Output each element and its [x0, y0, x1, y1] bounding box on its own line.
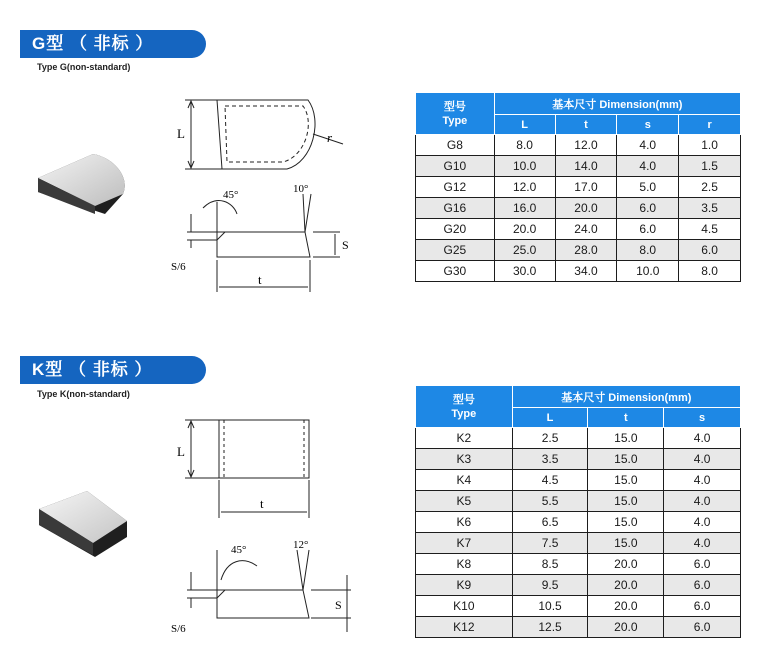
g-section-subtitle: Type G(non-standard)	[37, 62, 131, 72]
table-cell-value: 2.5	[679, 177, 741, 198]
table-cell-value: 4.0	[664, 470, 741, 491]
table-cell-value: 28.0	[555, 240, 617, 261]
g-drawing-label-t: t	[258, 272, 262, 287]
g-table-body	[416, 135, 741, 282]
table-cell-value: 4.0	[664, 533, 741, 554]
table-cell-value: 5.5	[512, 491, 588, 512]
table-cell-value: 4.0	[664, 512, 741, 533]
table-cell-value: 24.0	[555, 219, 617, 240]
g-drawing-chamfer: S/6	[171, 261, 186, 273]
table-cell-value: 10.0	[494, 156, 555, 177]
k-table-col-header: L	[512, 408, 588, 428]
table-cell-value: 14.0	[555, 156, 617, 177]
table-cell-value: 20.0	[588, 554, 664, 575]
g-table-col-header: t	[555, 115, 617, 135]
k-table-model-cn: 型号	[452, 393, 475, 406]
table-cell-model: G25	[416, 240, 495, 261]
table-cell-value: 6.0	[664, 575, 741, 596]
g-drawing-label-L: L	[177, 126, 185, 141]
table-cell-value: 4.5	[512, 470, 588, 491]
k-table-col-header: t	[588, 408, 664, 428]
table-cell-value: 30.0	[494, 261, 555, 282]
table-cell-value: 20.0	[588, 617, 664, 638]
table-row	[416, 177, 741, 198]
table-cell-value: 8.0	[494, 135, 555, 156]
g-table-model-en: Type	[442, 114, 468, 127]
g-table-col-header: s	[617, 115, 679, 135]
table-row	[416, 470, 741, 491]
g-table-col-header: L	[494, 115, 555, 135]
table-cell-value: 15.0	[588, 533, 664, 554]
table-cell-value: 2.5	[512, 428, 588, 449]
g-drawing-label-r: r	[327, 130, 333, 145]
k-drawing-angle-12: 12°	[293, 539, 309, 551]
table-cell-value: 6.0	[664, 596, 741, 617]
table-cell-value: 8.5	[512, 554, 588, 575]
table-cell-value: 15.0	[588, 449, 664, 470]
table-cell-model: K5	[416, 491, 513, 512]
table-row	[416, 596, 741, 617]
table-cell-value: 16.0	[494, 198, 555, 219]
k-technical-drawing	[165, 410, 360, 645]
g-section-title: G型 （ 非标 ）	[20, 30, 206, 58]
table-cell-value: 20.0	[588, 575, 664, 596]
k-section-subtitle: Type K(non-standard)	[37, 389, 130, 399]
table-row	[416, 617, 741, 638]
table-cell-value: 10.0	[617, 261, 679, 282]
g-drawing-angle-45: 45°	[223, 189, 239, 201]
table-cell-value: 10.5	[512, 596, 588, 617]
table-cell-model: G12	[416, 177, 495, 198]
table-cell-model: K10	[416, 596, 513, 617]
g-insert-photo	[35, 148, 130, 220]
table-cell-value: 20.0	[555, 198, 617, 219]
table-cell-value: 15.0	[588, 470, 664, 491]
g-dimension-table	[415, 92, 741, 282]
table-cell-value: 5.0	[617, 177, 679, 198]
table-cell-value: 3.5	[512, 449, 588, 470]
table-cell-model: G16	[416, 198, 495, 219]
g-table-model-header	[416, 93, 495, 135]
table-cell-value: 4.0	[664, 491, 741, 512]
table-cell-model: K2	[416, 428, 513, 449]
g-table-dimension-header: 基本尺寸 Dimension(mm)	[494, 93, 740, 115]
table-row	[416, 198, 741, 219]
table-cell-value: 12.0	[555, 135, 617, 156]
table-row	[416, 156, 741, 177]
table-cell-model: G20	[416, 219, 495, 240]
table-cell-value: 6.0	[679, 240, 741, 261]
k-drawing-label-s: S	[335, 598, 342, 612]
k-drawing-angle-45: 45°	[231, 544, 247, 556]
table-cell-value: 34.0	[555, 261, 617, 282]
table-cell-value: 8.0	[679, 261, 741, 282]
table-cell-value: 9.5	[512, 575, 588, 596]
k-table-model-en: Type	[451, 407, 477, 420]
k-table-model-header	[416, 386, 513, 428]
table-row	[416, 449, 741, 470]
k-drawing-label-t: t	[260, 496, 264, 511]
table-cell-model: K7	[416, 533, 513, 554]
table-row	[416, 512, 741, 533]
table-row	[416, 533, 741, 554]
table-cell-value: 4.0	[617, 135, 679, 156]
k-table-dimension-header: 基本尺寸 Dimension(mm)	[512, 386, 740, 408]
table-cell-model: K6	[416, 512, 513, 533]
table-cell-model: K9	[416, 575, 513, 596]
table-row	[416, 240, 741, 261]
k-drawing-chamfer: S/6	[171, 623, 186, 635]
table-row	[416, 491, 741, 512]
table-cell-value: 17.0	[555, 177, 617, 198]
table-cell-value: 3.5	[679, 198, 741, 219]
table-cell-value: 4.5	[679, 219, 741, 240]
table-cell-value: 15.0	[588, 512, 664, 533]
table-row	[416, 554, 741, 575]
k-table-col-header: s	[664, 408, 741, 428]
table-cell-model: K3	[416, 449, 513, 470]
table-cell-value: 6.0	[617, 198, 679, 219]
table-cell-model: G30	[416, 261, 495, 282]
table-row	[416, 219, 741, 240]
table-cell-value: 6.0	[617, 219, 679, 240]
table-row	[416, 428, 741, 449]
table-cell-model: K8	[416, 554, 513, 575]
table-cell-value: 25.0	[494, 240, 555, 261]
g-table-col-header: r	[679, 115, 741, 135]
table-row	[416, 135, 741, 156]
table-cell-model: G8	[416, 135, 495, 156]
g-table-model-cn: 型号	[443, 100, 466, 113]
table-cell-value: 12.0	[494, 177, 555, 198]
table-cell-value: 4.0	[664, 428, 741, 449]
table-cell-value: 15.0	[588, 491, 664, 512]
k-drawing-label-L: L	[177, 444, 185, 459]
g-technical-drawing	[165, 92, 360, 297]
table-cell-value: 7.5	[512, 533, 588, 554]
k-dimension-table	[415, 385, 741, 638]
g-drawing-label-s: S	[342, 238, 349, 252]
table-cell-value: 6.0	[664, 554, 741, 575]
k-table-body	[416, 428, 741, 638]
table-cell-model: K12	[416, 617, 513, 638]
k-insert-photo	[35, 485, 130, 560]
table-row	[416, 261, 741, 282]
table-cell-value: 1.0	[679, 135, 741, 156]
k-section-title: K型 （ 非标 ）	[20, 356, 206, 384]
table-cell-value: 4.0	[664, 449, 741, 470]
table-cell-value: 6.5	[512, 512, 588, 533]
g-drawing-angle-10: 10°	[293, 183, 309, 195]
table-cell-model: G10	[416, 156, 495, 177]
table-cell-value: 1.5	[679, 156, 741, 177]
table-cell-value: 20.0	[588, 596, 664, 617]
table-cell-value: 15.0	[588, 428, 664, 449]
table-cell-value: 4.0	[617, 156, 679, 177]
table-cell-value: 6.0	[664, 617, 741, 638]
table-cell-value: 8.0	[617, 240, 679, 261]
table-row	[416, 575, 741, 596]
table-cell-value: 12.5	[512, 617, 588, 638]
table-cell-model: K4	[416, 470, 513, 491]
table-cell-value: 20.0	[494, 219, 555, 240]
